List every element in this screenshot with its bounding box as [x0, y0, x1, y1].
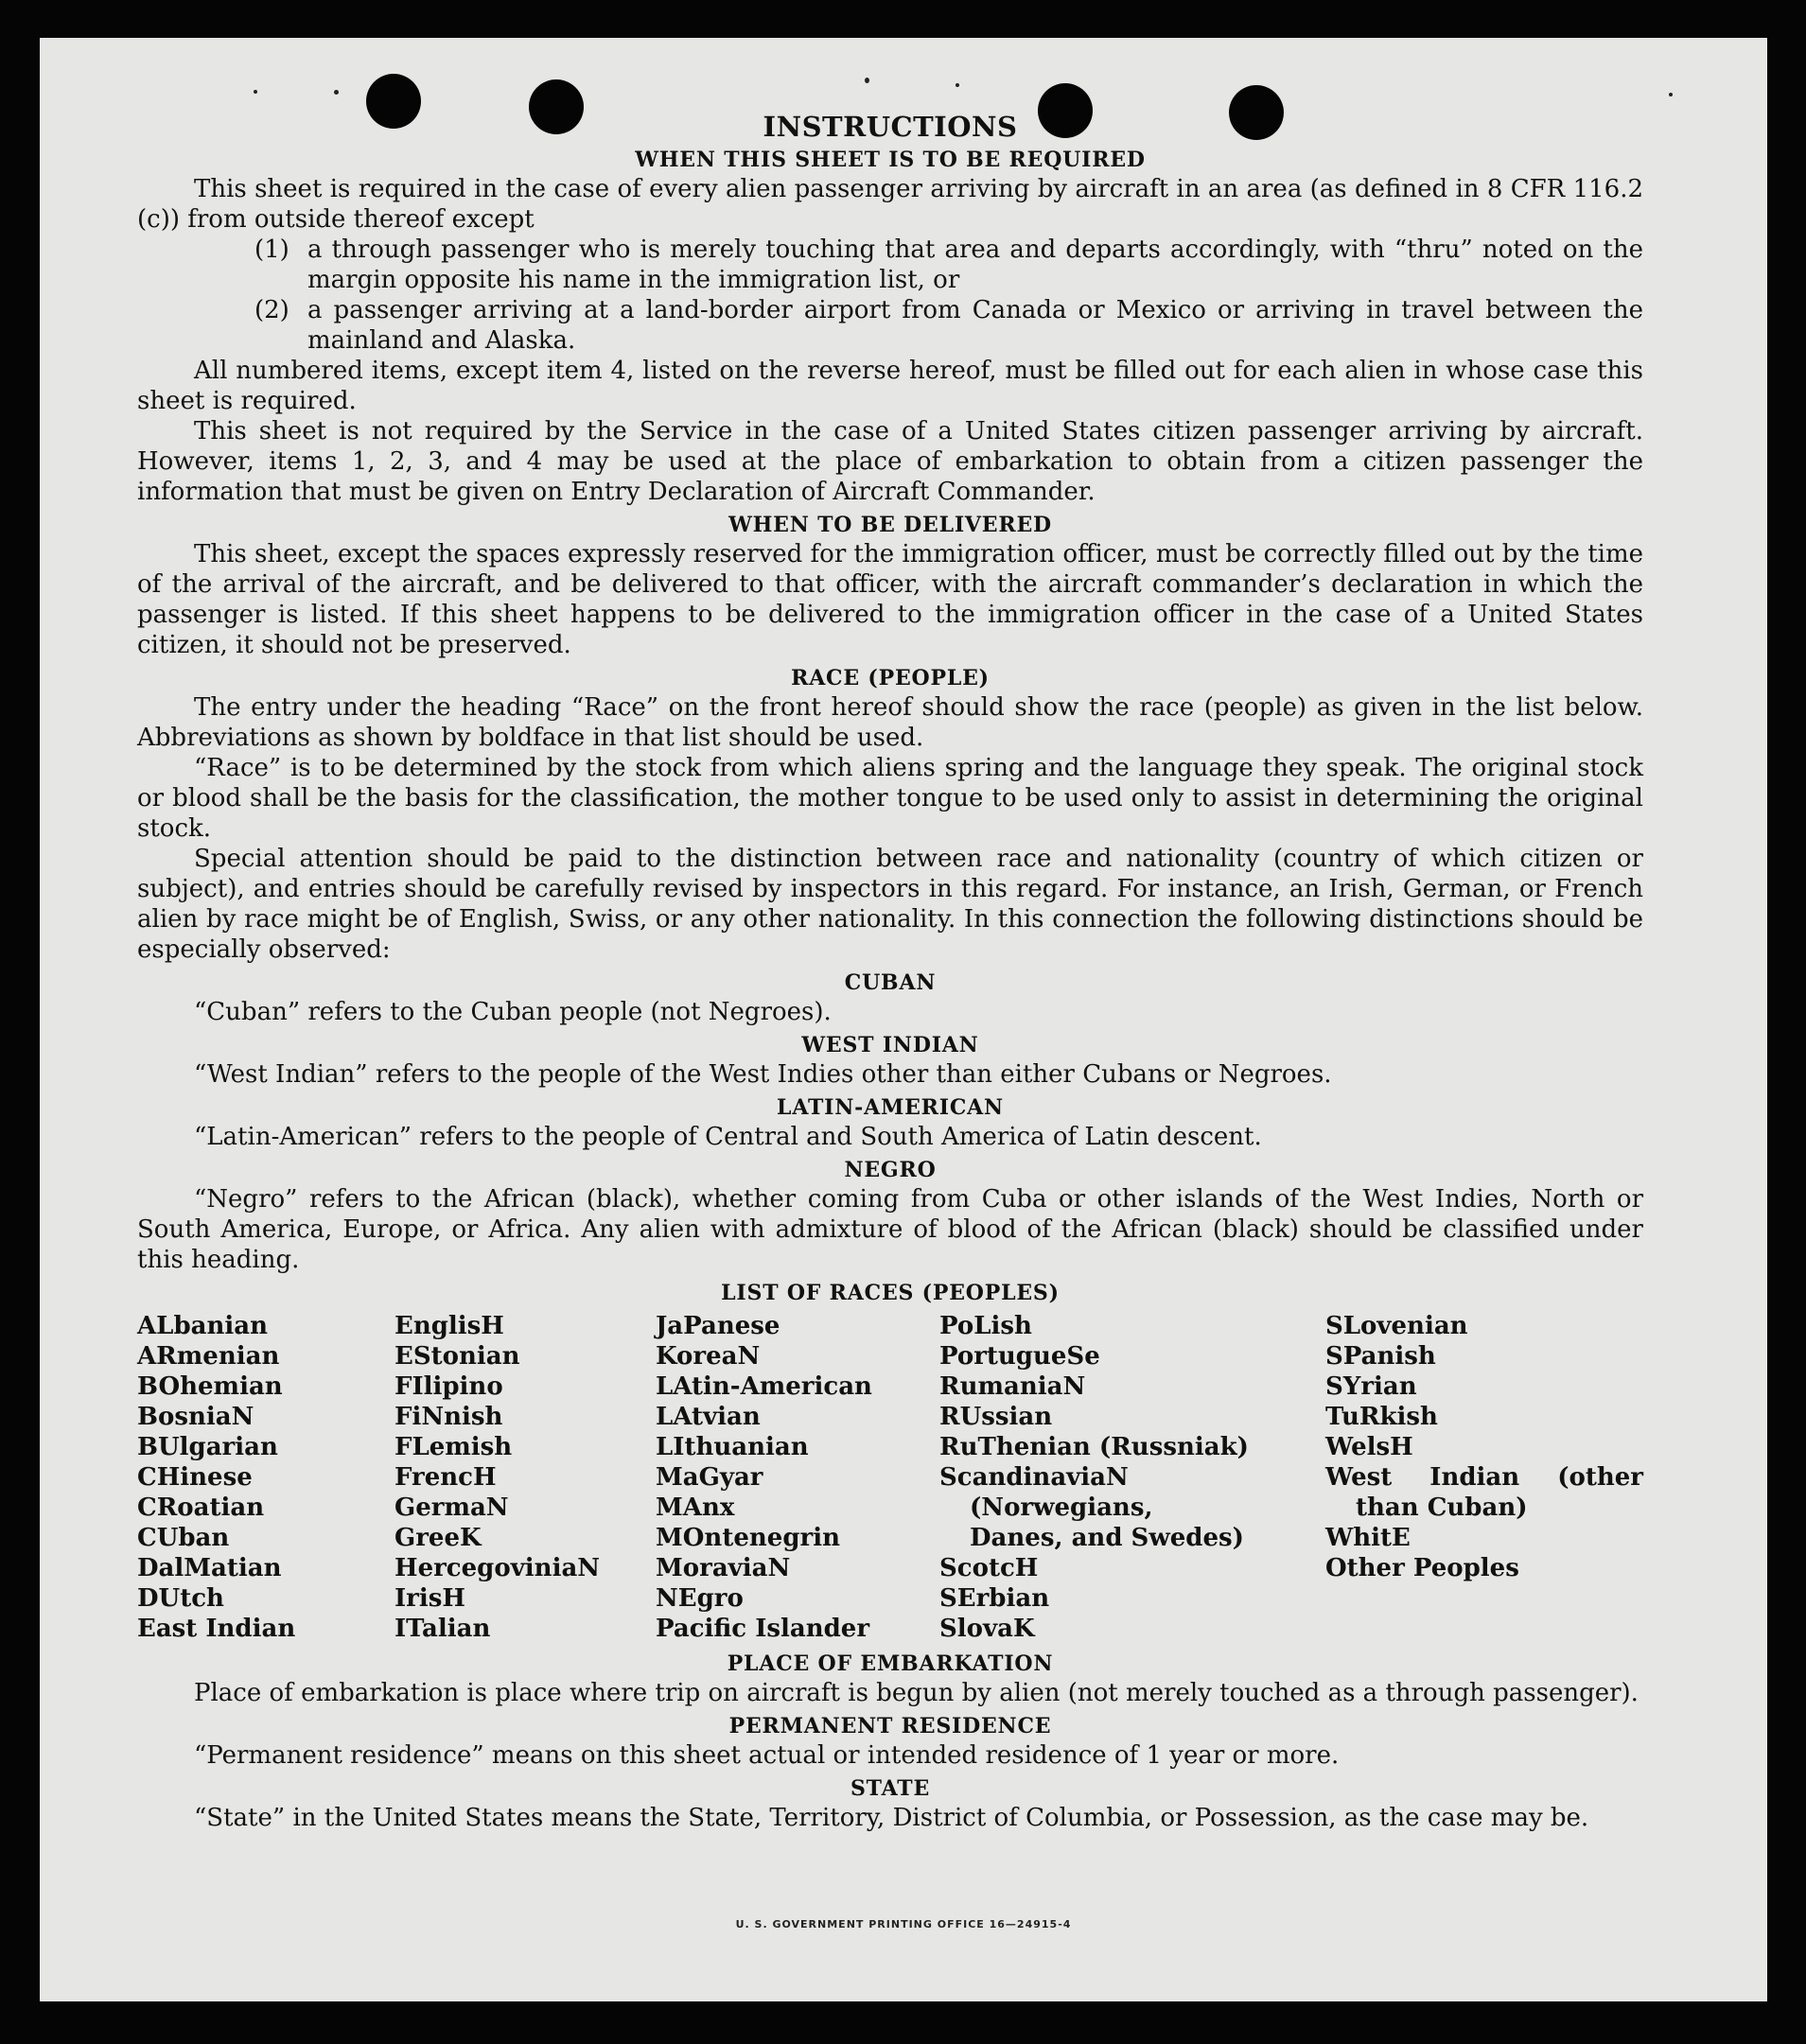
- heading-required: WHEN THIS SHEET IS TO BE REQUIRED: [635, 148, 1146, 172]
- ink-speck: [956, 83, 959, 87]
- race-entry: CHinese: [137, 1463, 253, 1492]
- required-paragraph: All numbered items, except item 4, listed on the reverse hereof, must be filled out for each alien in whose case this sheet is required.: [137, 357, 1643, 415]
- printer-imprint: U. S. GOVERNMENT PRINTING OFFICE 16—24915-4: [735, 1918, 1072, 1930]
- race-entry: LAtin-American: [656, 1372, 872, 1401]
- heading-cuban: CUBAN: [844, 970, 937, 995]
- race-entry: Other Peoples: [1325, 1554, 1519, 1582]
- heading-residence: PERMANENT RESIDENCE: [728, 1714, 1052, 1738]
- race-entry: BUlgarian: [137, 1433, 278, 1461]
- exception-text: a through passenger who is merely touching that area and departs accordingly, with “thru” noted on the margin opposite his name in the immigration list, or: [307, 236, 1643, 294]
- race-entry: MaGyar: [656, 1463, 763, 1492]
- heading-latin-american: LATIN-AMERICAN: [777, 1095, 1004, 1120]
- race-entry: ARmenian: [137, 1342, 280, 1371]
- ink-speck: [1669, 93, 1673, 96]
- race-entry: LIthuanian: [656, 1433, 809, 1461]
- race-paragraph: The entry under the heading “Race” on the front hereof should show the race (people) as given in the list below. Abbreviations as shown by boldface in that list should be used.: [137, 693, 1643, 752]
- race-entry: WhitE: [1325, 1524, 1411, 1552]
- race-entry: JaPanese: [656, 1312, 780, 1340]
- race-entry: DUtch: [137, 1584, 224, 1613]
- race-entry: ScandinaviaN (Norwegians, Danes, and Swedes): [939, 1463, 1244, 1552]
- races-column: [656, 1311, 939, 1644]
- race-entry: SYrian: [1325, 1372, 1417, 1401]
- races-list: [137, 1311, 1643, 1644]
- race-entry: RuThenian (Russniak): [939, 1433, 1249, 1461]
- race-entry: FLemish: [395, 1433, 513, 1461]
- west-indian-paragraph: “West Indian” refers to the people of the West Indies other than either Cubans or Negroes.: [194, 1060, 1332, 1089]
- race-entry: LAtvian: [656, 1403, 761, 1431]
- race-entry: SPanish: [1325, 1342, 1436, 1371]
- embarkation-paragraph: Place of embarkation is place where trip on aircraft is begun by alien (not merely touched as a through passenger).: [194, 1679, 1639, 1707]
- race-entry: MoraviaN: [656, 1554, 791, 1582]
- race-entry: TuRkish: [1325, 1403, 1438, 1431]
- race-entry: ALbanian: [137, 1312, 269, 1340]
- races-column: [137, 1311, 395, 1644]
- heading-race: RACE (PEOPLE): [791, 666, 990, 690]
- race-entry: EStonian: [395, 1342, 520, 1371]
- race-entry: GermaN: [395, 1494, 509, 1522]
- heading-state: STATE: [850, 1776, 931, 1801]
- race-entry: FrencH: [395, 1463, 497, 1492]
- cuban-paragraph: “Cuban” refers to the Cuban people (not Negroes).: [194, 998, 832, 1026]
- race-entry: SLovenian: [1325, 1312, 1468, 1340]
- race-entry: SErbian: [939, 1584, 1050, 1613]
- negro-paragraph: “Negro” refers to the African (black), whether coming from Cuba or other islands of the West Indies, North or South America, Europe, or Africa. Any alien with admixture of blood of the African (black) should be classified under this heading.: [137, 1185, 1643, 1274]
- race-entry: East Indian: [137, 1615, 296, 1643]
- ink-speck: [865, 78, 869, 83]
- heading-embarkation: PLACE OF EMBARKATION: [727, 1651, 1054, 1676]
- heading-west-indian: WEST INDIAN: [801, 1033, 979, 1057]
- race-entry: IrisH: [395, 1584, 465, 1613]
- race-entry: NEgro: [656, 1584, 744, 1613]
- race-entry: RUssian: [939, 1403, 1053, 1431]
- race-entry: SlovaK: [939, 1615, 1035, 1643]
- race-entry: CRoatian: [137, 1494, 265, 1522]
- page-title: INSTRUCTIONS: [763, 111, 1018, 143]
- race-entry: KoreaN: [656, 1342, 761, 1371]
- race-entry: RumaniaN: [939, 1372, 1086, 1401]
- heading-delivered: WHEN TO BE DELIVERED: [728, 513, 1052, 537]
- delivered-paragraph: This sheet, except the spaces expressly reserved for the immigration officer, must be correctly filled out by the time of the arrival of the aircraft, and be delivered to that officer, with the aircraft commander’s declaration in which the passenger is listed. If this sheet happens to be delivered to the immigration officer in the case of a United States citizen, it should not be preserved.: [137, 540, 1643, 659]
- race-paragraph: “Race” is to be determined by the stock from which aliens spring and the language they speak. The original stock or blood shall be the basis for the classification, the mother tongue to be used only to assist in determining the original stock.: [137, 754, 1643, 843]
- residence-paragraph: “Permanent residence” means on this sheet actual or intended residence of 1 year or more.: [194, 1741, 1340, 1770]
- exception-text: a passenger arriving at a land-border airport from Canada or Mexico or arriving in travel between the mainland and Alaska.: [307, 296, 1643, 355]
- state-paragraph: “State” in the United States means the State, Territory, District of Columbia, or Possession, as the case may be.: [194, 1804, 1589, 1832]
- race-entry: BOhemian: [137, 1372, 283, 1401]
- required-intro: This sheet is required in the case of every alien passenger arriving by aircraft in an area (as defined in 8 CFR 116.2 (c)) from outside thereof except: [137, 175, 1643, 234]
- race-entry: WelsH: [1325, 1433, 1413, 1461]
- race-entry: ITalian: [395, 1615, 491, 1643]
- race-entry: FiNnish: [395, 1403, 503, 1431]
- race-entry: West Indian (other than Cuban): [1325, 1463, 1643, 1522]
- race-paragraph: Special attention should be paid to the distinction between race and nationality (country of which citizen or subject), and entries should be carefully revised by inspectors in this regard. For instance, an Irish, German, or French alien by race might be of English, Swiss, or any other nationality. In this connection the following distinctions should be especially observed:: [137, 845, 1643, 964]
- race-entry: Pacific Islander: [656, 1615, 870, 1643]
- race-entry: PoLish: [939, 1312, 1032, 1340]
- exception-item: [137, 295, 1643, 356]
- heading-races-list: LIST OF RACES (PEOPLES): [721, 1281, 1060, 1305]
- races-column: [1325, 1311, 1643, 1644]
- race-entry: BosniaN: [137, 1403, 254, 1431]
- races-column: [939, 1311, 1252, 1644]
- race-entry: EnglisH: [395, 1312, 504, 1340]
- race-entry: ScotcH: [939, 1554, 1039, 1582]
- race-entry: CUban: [137, 1524, 230, 1552]
- race-entry: GreeK: [395, 1524, 482, 1552]
- heading-negro: NEGRO: [844, 1158, 937, 1182]
- race-entry: MAnx: [656, 1494, 735, 1522]
- race-entry: PortugueSe: [939, 1342, 1100, 1371]
- race-entry: HercegoviniaN: [395, 1554, 601, 1582]
- document-sheet: [40, 38, 1767, 2001]
- exception-item: [137, 235, 1643, 295]
- exception-number: (2): [254, 296, 289, 324]
- race-entry: FIlipino: [395, 1372, 503, 1401]
- required-paragraph: This sheet is not required by the Service in the case of a United States citizen passenger arriving by aircraft. However, items 1, 2, 3, and 4 may be used at the place of embarkation to obtain from a citizen passenger the information that must be given on Entry Declaration of Aircraft Commander.: [137, 417, 1643, 506]
- exception-number: (1): [254, 236, 289, 264]
- ink-speck: [334, 90, 339, 95]
- races-column: [395, 1311, 656, 1644]
- ink-speck: [254, 90, 257, 94]
- instructions-body: [137, 112, 1643, 1833]
- latin-american-paragraph: “Latin-American” refers to the people of Central and South America of Latin descent.: [194, 1123, 1262, 1151]
- race-entry: DalMatian: [137, 1554, 282, 1582]
- race-entry: MOntenegrin: [656, 1524, 840, 1552]
